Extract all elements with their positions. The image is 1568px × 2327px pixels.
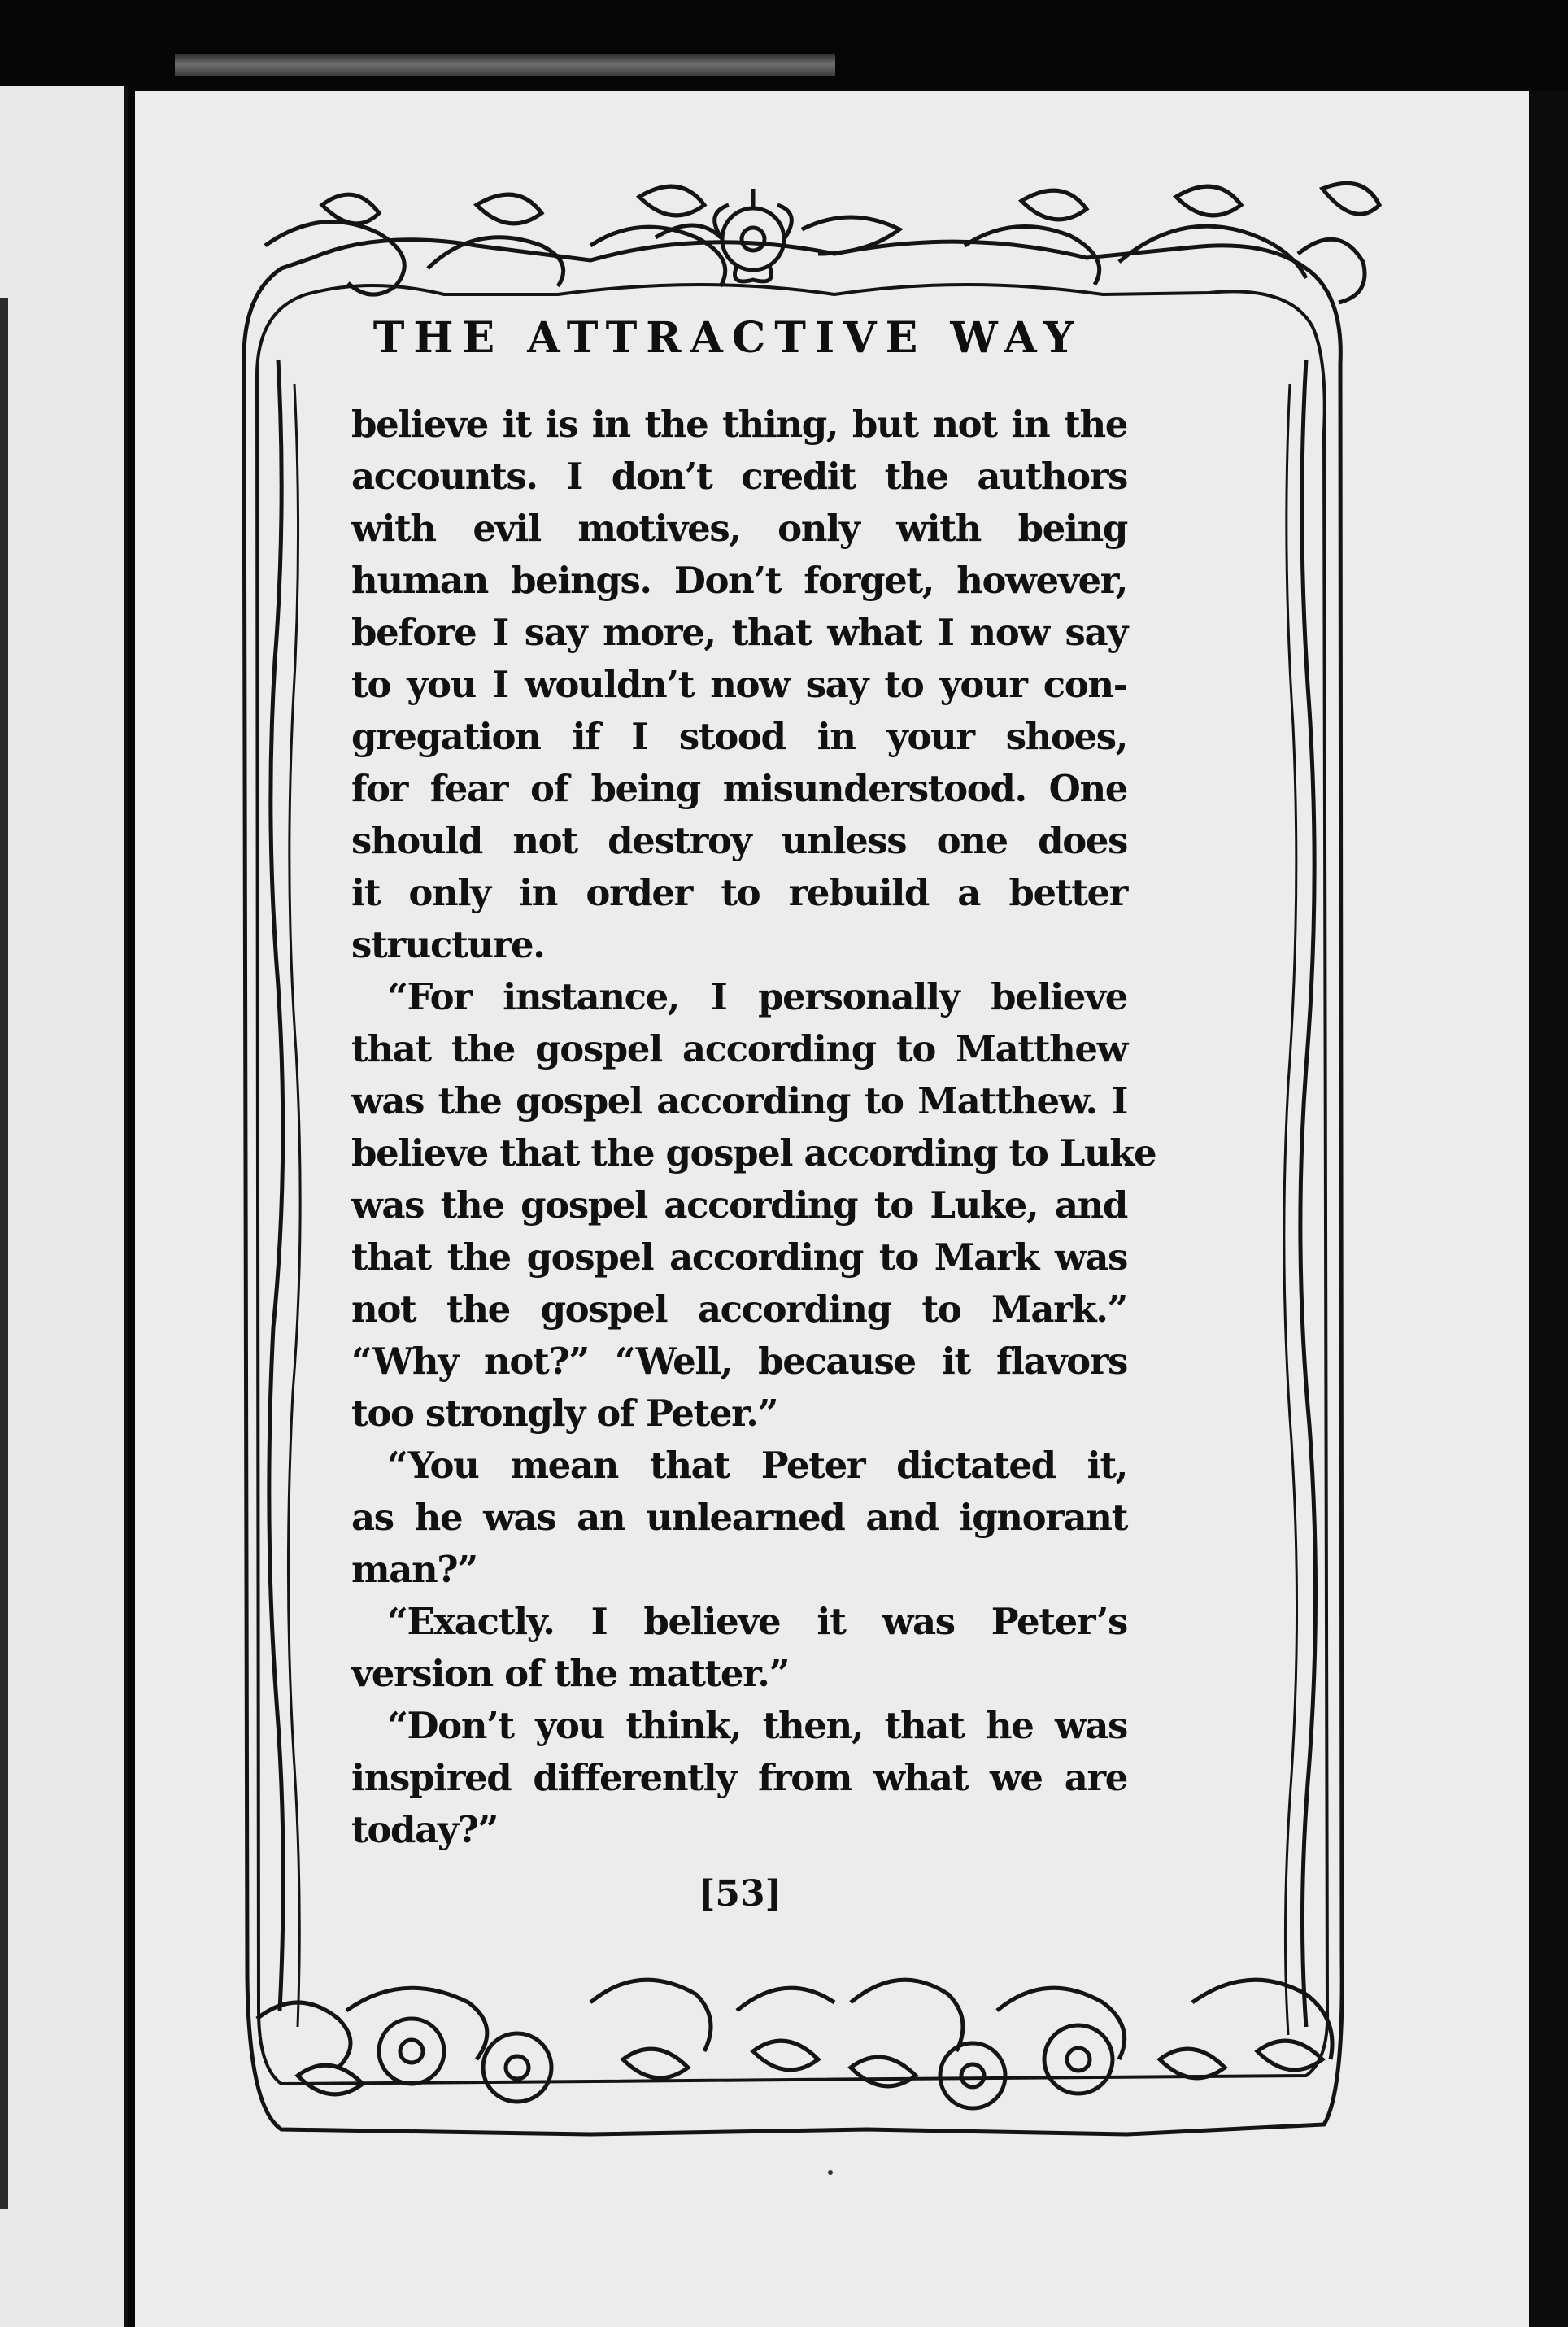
text-line: before I say more, that what I now say: [351, 611, 1127, 654]
text-line: it only in order to rebuild a better: [351, 871, 1127, 914]
running-head: THE ATTRACTIVE WAY: [372, 313, 1083, 363]
text-line: “Don’t you think, then, that he was: [387, 1704, 1127, 1747]
text-line: was the gospel according to Luke, and: [351, 1183, 1127, 1227]
text-line: version of the matter.”: [351, 1652, 790, 1695]
body-text: [351, 399, 1156, 1856]
left-page-edge: [0, 86, 128, 2327]
text-line: too strongly of Peter.”: [351, 1392, 778, 1435]
text-line: man?”: [351, 1548, 477, 1591]
text-line: that the gospel according to Matthew: [351, 1027, 1127, 1070]
text-line: to you I wouldn’t now say to your con-: [351, 663, 1127, 706]
text-line: believe it is in the thing, but not in the: [351, 403, 1127, 446]
text-line: not the gospel according to Mark.”: [351, 1288, 1127, 1331]
page-number: [53]: [698, 1873, 782, 1915]
text-line: gregation if I stood in your shoes,: [351, 715, 1127, 758]
text-line: that the gospel according to Mark was: [351, 1235, 1127, 1279]
text-line: “For instance, I personally believe: [387, 975, 1127, 1018]
text-line: believe that the gospel according to Luke: [351, 1131, 1156, 1174]
text-line: “You mean that Peter dictated it,: [387, 1444, 1127, 1487]
text-line: with evil motives, only with being: [351, 507, 1127, 550]
text-line: for fear of being misunderstood. One: [351, 767, 1127, 810]
left-page-binding-shadow: [0, 298, 8, 2209]
text-line: “Why not?” “Well, because it flavors: [351, 1340, 1127, 1383]
text-line: as he was an unlearned and ignorant: [351, 1496, 1127, 1539]
scan-speck: [828, 2170, 833, 2175]
text-line: structure.: [351, 923, 545, 966]
text-line: “Exactly. I believe it was Peter’s: [387, 1600, 1127, 1643]
text-line: should not destroy unless one does: [351, 819, 1127, 862]
text-line: accounts. I don’t credit the authors: [351, 455, 1127, 498]
text-line: today?”: [351, 1808, 499, 1851]
right-margin-shadow: [1529, 91, 1568, 2327]
text-line: human beings. Don’t forget, however,: [351, 559, 1127, 602]
top-edge-strip: [175, 54, 835, 76]
text-line: inspired differently from what we are: [351, 1756, 1127, 1799]
text-line: was the gospel according to Matthew. I: [351, 1079, 1127, 1122]
